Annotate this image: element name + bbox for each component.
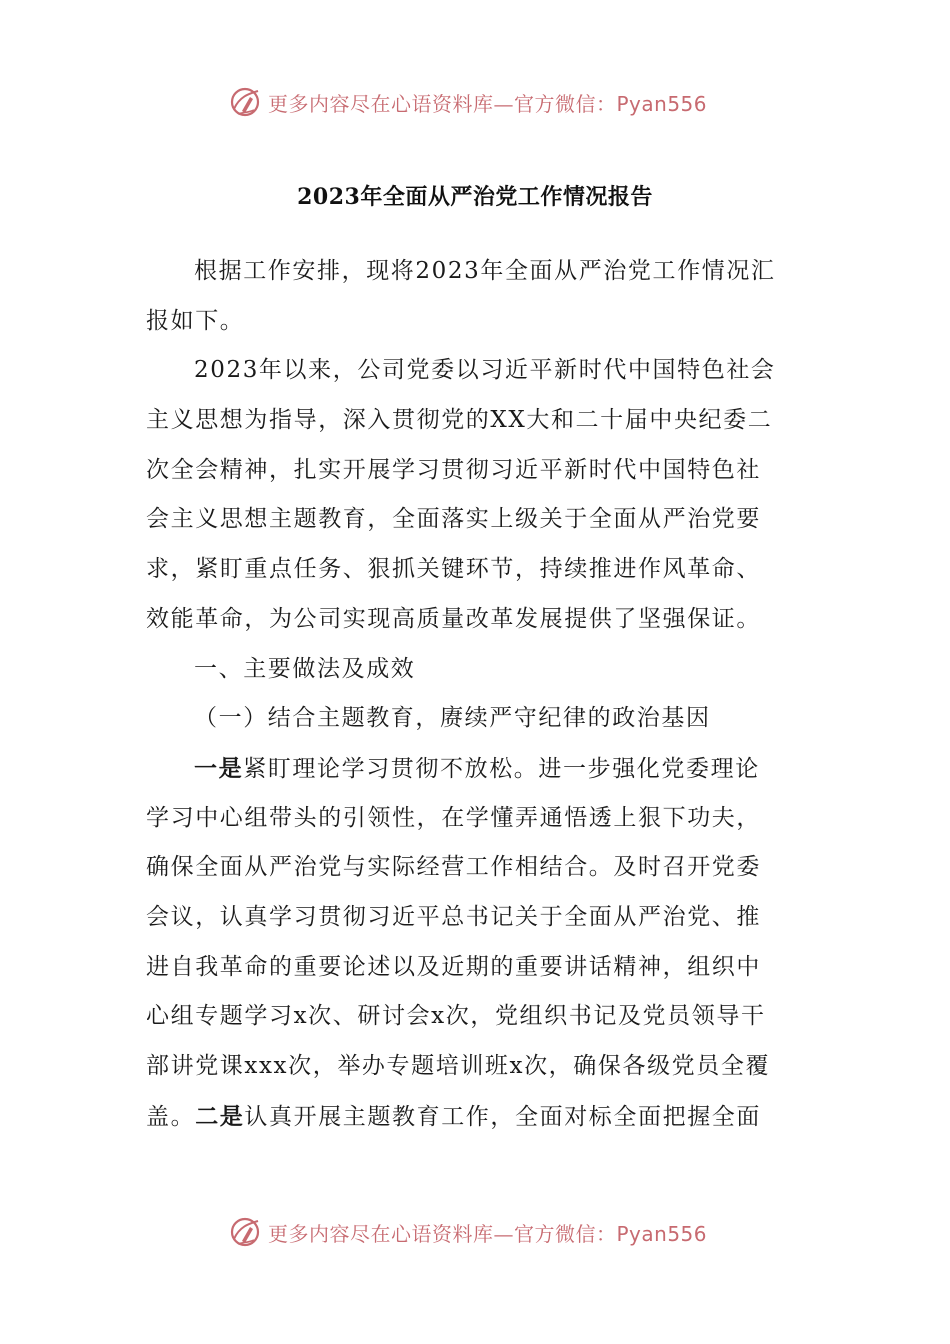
document-body [146,247,806,1141]
point-label-second: 二是 [195,1102,245,1130]
paragraph-line: 心组专题学习x次、研讨会x次，党组织书记及党员领导干 [146,1003,766,1030]
paragraph-line: 会议，认真学习贯彻习近平总书记关于全面从严治党、推 [146,903,761,930]
pen-nib-swirl-icon [228,85,262,119]
watermark-text: 更多内容尽在心语资料库—官方微信：Pyan556 [268,91,708,116]
paragraph-line: 进自我革命的重要论述以及近期的重要讲话精神，组织中 [146,953,761,980]
watermark-handle: Pyan556 [616,1221,708,1246]
paragraph-line: 2023年以来，公司党委以习近平新时代中国特色社会 [194,357,776,384]
watermark-text: 更多内容尽在心语资料库—官方微信：Pyan556 [268,1221,708,1246]
paragraph-line: 部讲党课xxx次，举办专题培训班x次，确保各级党员全覆 [146,1053,771,1079]
paragraph-line: 会主义思想主题教育，全面落实上级关于全面从严治党要 [146,506,761,533]
paragraph-line: 主义思想为指导，深入贯彻党的XX大和二十届中央纪委二 [146,407,773,434]
paragraph-line: 学习中心组带头的引领性，在学懂弄通悟透上狠下功夫， [146,804,761,831]
section-heading: 一、主要做法及成效 [194,655,416,682]
pen-nib-swirl-icon [228,1215,262,1249]
paragraph-line: 报如下。 [146,307,245,334]
point-label-first: 一是 [194,754,244,782]
paragraph-line: 盖。二是认真开展主题教育工作，全面对标全面把握全面 [146,1102,762,1130]
paragraph-line: 效能革命，为公司实现高质量改革发展提供了坚强保证。 [146,605,761,632]
subsection-heading: （一）结合主题教育，赓续严守纪律的政治基因 [194,705,711,732]
document-title: 2023年全面从严治党工作情况报告 [297,184,653,210]
paragraph-line: 次全会精神，扎实开展学习贯彻习近平新时代中国特色社 [146,456,761,483]
paragraph-line: 一是紧盯理论学习贯彻不放松。进一步强化党委理论 [194,754,760,782]
watermark-footer [228,1212,707,1252]
watermark-header [228,82,707,122]
watermark-handle: Pyan556 [616,91,708,116]
paragraph-line: 确保全面从严治党与实际经营工作相结合。及时召开党委 [146,854,761,881]
paragraph-line: 求，紧盯重点任务、狠抓关键环节，持续推进作风革命、 [146,556,761,583]
paragraph-line: 根据工作安排，现将2023年全面从严治党工作情况汇 [194,258,776,284]
